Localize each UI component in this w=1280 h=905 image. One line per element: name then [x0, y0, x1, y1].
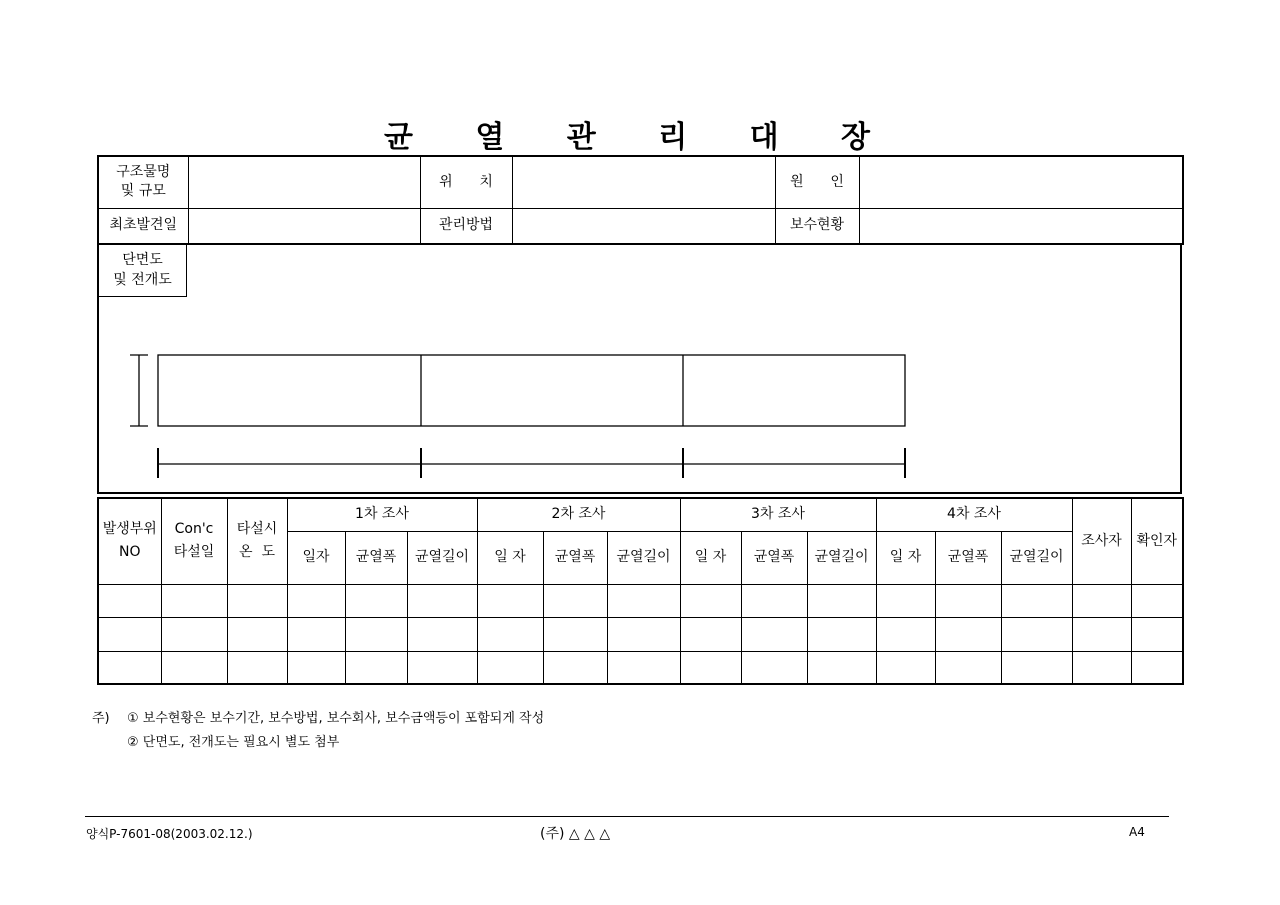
cause-field[interactable] [859, 156, 1183, 208]
part-header-line2: NO [119, 544, 141, 561]
sub-header-date-2: 일 자 [477, 531, 543, 584]
table-cell[interactable] [161, 617, 227, 651]
table-cell[interactable] [1131, 651, 1183, 684]
section-drawing-diagram [99, 245, 1182, 493]
table-cell[interactable] [407, 584, 477, 617]
section-drawing-area[interactable] [97, 244, 1182, 494]
first-found-field[interactable] [188, 208, 420, 244]
table-cell[interactable] [161, 651, 227, 684]
sub-header-length-2: 균열길이 [607, 531, 680, 584]
table-cell[interactable] [477, 617, 543, 651]
table-cell[interactable] [876, 651, 935, 684]
conc-header [161, 498, 227, 584]
table-cell[interactable] [607, 651, 680, 684]
structure-label-line1: 구조물명 [116, 164, 171, 181]
repair-status-label: 보수현황 [775, 208, 859, 244]
table-cell[interactable] [345, 651, 407, 684]
table-cell[interactable] [935, 617, 1001, 651]
table-cell[interactable] [1131, 584, 1183, 617]
table-cell[interactable] [1072, 584, 1131, 617]
info-table [97, 155, 1184, 245]
location-label: 위 치 [420, 156, 512, 208]
table-cell[interactable] [98, 651, 161, 684]
survey-table [97, 497, 1184, 685]
table-cell[interactable] [680, 584, 741, 617]
table-cell[interactable] [227, 651, 287, 684]
table-cell[interactable] [876, 584, 935, 617]
sub-header-width-3: 균열폭 [741, 531, 807, 584]
survey-group-4: 4차 조사 [876, 498, 1072, 531]
conc-header-line1: Con'c [174, 521, 214, 538]
table-cell[interactable] [407, 617, 477, 651]
table-cell[interactable] [98, 584, 161, 617]
table-row [98, 584, 1183, 617]
company-name: (주) △ △ △ [540, 826, 611, 842]
table-row [98, 617, 1183, 651]
manage-method-label: 관리방법 [420, 208, 512, 244]
table-cell[interactable] [807, 617, 876, 651]
page-title: 균 열 관 리 대 장 [383, 120, 897, 155]
notes-prefix: 주) [92, 711, 110, 726]
table-cell[interactable] [680, 651, 741, 684]
table-cell[interactable] [741, 651, 807, 684]
inspector-header: 조사자 [1072, 498, 1131, 584]
note-2: ② 단면도, 전개도는 필요시 별도 첨부 [127, 735, 340, 750]
sub-header-length-1: 균열길이 [407, 531, 477, 584]
survey-group-2: 2차 조사 [477, 498, 680, 531]
sub-header-date-3: 일 자 [680, 531, 741, 584]
section-label-line2: 및 전개도 [113, 272, 172, 288]
temp-header-line2: 온 도 [239, 544, 275, 561]
sub-header-width-4: 균열폭 [935, 531, 1001, 584]
table-cell[interactable] [287, 584, 345, 617]
table-cell[interactable] [741, 584, 807, 617]
section-label-line1: 단면도 [122, 252, 163, 268]
repair-status-field[interactable] [859, 208, 1183, 244]
table-cell[interactable] [543, 651, 607, 684]
table-cell[interactable] [287, 651, 345, 684]
sub-header-date-4: 일 자 [876, 531, 935, 584]
table-cell[interactable] [543, 617, 607, 651]
sub-header-date-1: 일자 [287, 531, 345, 584]
table-cell[interactable] [607, 584, 680, 617]
temp-header-line1: 타설시 [236, 521, 278, 538]
part-header-line1: 발생부위 [102, 521, 157, 538]
table-cell[interactable] [287, 617, 345, 651]
table-cell[interactable] [345, 584, 407, 617]
table-cell[interactable] [741, 617, 807, 651]
conc-header-line2: 타설일 [173, 544, 215, 561]
note-1: ① 보수현황은 보수기간, 보수방법, 보수회사, 보수금액등이 포함되게 작성 [127, 711, 545, 726]
table-row [98, 651, 1183, 684]
table-cell[interactable] [227, 617, 287, 651]
table-cell[interactable] [807, 651, 876, 684]
table-cell[interactable] [227, 584, 287, 617]
structure-label [98, 156, 188, 208]
table-cell[interactable] [1072, 617, 1131, 651]
table-cell[interactable] [345, 617, 407, 651]
table-cell[interactable] [1001, 651, 1072, 684]
table-cell[interactable] [477, 651, 543, 684]
part-header [98, 498, 161, 584]
sub-header-width-1: 균열폭 [345, 531, 407, 584]
sub-header-length-3: 균열길이 [807, 531, 876, 584]
location-field[interactable] [512, 156, 775, 208]
footer-divider [85, 816, 1169, 817]
table-cell[interactable] [607, 617, 680, 651]
table-cell[interactable] [1131, 617, 1183, 651]
table-cell[interactable] [807, 584, 876, 617]
survey-group-1: 1차 조사 [287, 498, 477, 531]
table-cell[interactable] [1001, 584, 1072, 617]
table-cell[interactable] [477, 584, 543, 617]
manage-method-field[interactable] [512, 208, 775, 244]
table-cell[interactable] [935, 584, 1001, 617]
table-cell[interactable] [543, 584, 607, 617]
structure-label-line2: 및 규모 [120, 183, 166, 200]
table-cell[interactable] [161, 584, 227, 617]
sub-header-length-4: 균열길이 [1001, 531, 1072, 584]
temp-header [227, 498, 287, 584]
table-cell[interactable] [98, 617, 161, 651]
sub-header-width-2: 균열폭 [543, 531, 607, 584]
cause-label: 원 인 [775, 156, 859, 208]
table-cell[interactable] [1001, 617, 1072, 651]
confirmer-header: 확인자 [1131, 498, 1183, 584]
table-cell[interactable] [407, 651, 477, 684]
table-cell[interactable] [876, 617, 935, 651]
structure-field[interactable] [188, 156, 420, 208]
paper-size: A4 [1129, 825, 1145, 839]
survey-group-3: 3차 조사 [680, 498, 876, 531]
form-code: 양식P-7601-08(2003.02.12.) [86, 827, 253, 841]
table-cell[interactable] [1072, 651, 1131, 684]
panel-outline [158, 355, 905, 426]
table-cell[interactable] [935, 651, 1001, 684]
first-found-label: 최초발견일 [98, 208, 188, 244]
table-cell[interactable] [680, 617, 741, 651]
